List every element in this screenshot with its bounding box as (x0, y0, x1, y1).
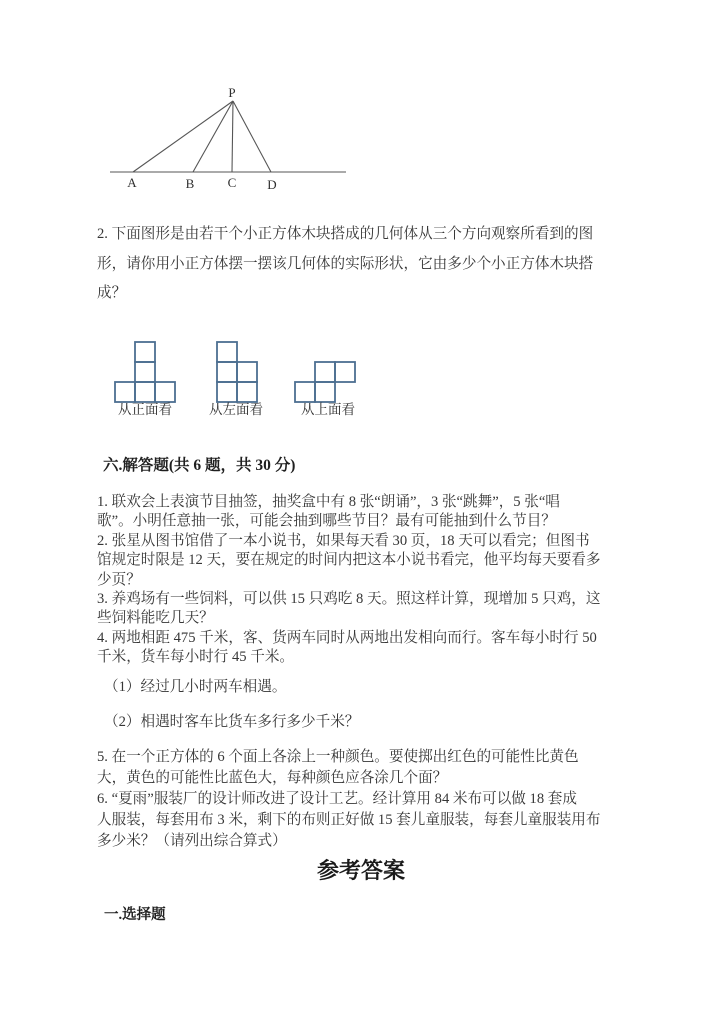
text-line: 2. 下面图形是由若干个小正方体木块搭成的几何体从三个方向观察所看到的图 (97, 226, 594, 242)
text-line: 大，黄色的可能性比蓝色大，每种颜色应各涂几个面？ (97, 770, 448, 787)
solution-q1 (97, 493, 637, 532)
answers-title: 参考答案 (316, 858, 405, 883)
grid-cell (135, 382, 155, 402)
solution-q4-part2: （2）相遇时客车比货车多行多少千米？ (104, 714, 360, 731)
solution-q2 (97, 532, 637, 590)
solution-q4-part1: （1）经过几小时两车相遇。 (104, 678, 287, 695)
geometry-figure (100, 80, 356, 192)
grid-cell (217, 382, 237, 402)
grid-cell (217, 342, 237, 362)
grid-cell (295, 382, 315, 402)
text-line: 3. 养鸡场有一些饲料，可以供 15 只鸡吃 8 天。照这样计算，现增加 5 只鸡，这 (97, 591, 601, 608)
text-line: 千米，货车每小时行 45 千米。 (97, 649, 295, 666)
text-line: 成？ (97, 285, 127, 301)
view-top-label: 从上面看 (301, 402, 355, 417)
segment-pb (193, 101, 233, 172)
text-line: 2. 张星从图书馆借了一本小说书，如果每天看 30 页，18 天可以看完；但图书 (97, 532, 590, 549)
grid-cell (237, 362, 257, 382)
grid-cell (155, 382, 175, 402)
text-line: 6. “夏雨”服装厂的设计师改进了设计工艺。经计算用 84 米布可以做 18 套成 (97, 791, 577, 808)
solution-q4 (97, 629, 637, 668)
text-line: 馆规定时限是 12 天，要在规定的时间内把这本小说书看完，他平均每天要看多 (97, 552, 601, 569)
grid-cell (335, 362, 355, 382)
text-line: 4. 两地相距 475 千米，客、货两车同时从两地出发相向而行。客车每小时行 50 (97, 629, 597, 646)
point-label-b: B (185, 176, 195, 191)
segment-pd (233, 101, 271, 172)
solution-q6 (97, 789, 637, 852)
solution-q5 (97, 747, 637, 789)
view-left-label: 从左面看 (209, 402, 263, 417)
grid-cell (135, 342, 155, 362)
text-line: 多少米？（请列出综合算式） (97, 833, 287, 850)
point-label-a: A (127, 175, 137, 190)
view-top-figure (293, 360, 357, 404)
grid-cell (237, 382, 257, 402)
text-line: 形，请你用小正方体摆一摆该几何体的实际形状，它由多少个小正方体木块搭 (97, 255, 594, 272)
segment-pc (232, 101, 233, 172)
point-label-d: D (267, 177, 277, 192)
view-front-figure (113, 340, 177, 404)
grid-cell (135, 362, 155, 382)
answers-section1-heading: 一.选择题 (104, 907, 166, 923)
view-left-figure (215, 340, 259, 404)
text-line: 人服装，每套用布 3 米，剩下的布则正好做 15 套儿童服装，每套儿童服装用布 (97, 812, 601, 829)
segment-pa (133, 101, 233, 172)
section-six-heading: 六.解答题(共 6 题，共 30 分) (103, 457, 296, 474)
text-line: 些饲料能吃几天？ (97, 610, 214, 627)
solution-questions (97, 493, 637, 852)
grid-cell (115, 382, 135, 402)
question2-intro (97, 220, 657, 309)
text-line: 少页？ (97, 571, 141, 588)
grid-cell (315, 382, 335, 402)
grid-cell (217, 362, 237, 382)
solution-q3 (97, 590, 637, 629)
text-line: 5. 在一个正方体的 6 个面上各涂上一种颜色。要使掷出红色的可能性比黄色 (97, 749, 579, 766)
point-label-c: C (227, 175, 237, 190)
point-label-p: P (228, 85, 236, 100)
text-line: 歌”。小明任意抽一张，可能会抽到哪些节目？最有可能抽到什么节目？ (97, 513, 556, 530)
grid-cell (315, 362, 335, 382)
text-line: 1. 联欢会上表演节目抽签，抽奖盒中有 8 张“朗诵”，3 张“跳舞”，5 张“唱 (97, 494, 560, 510)
view-front-label: 从正面看 (118, 402, 172, 417)
